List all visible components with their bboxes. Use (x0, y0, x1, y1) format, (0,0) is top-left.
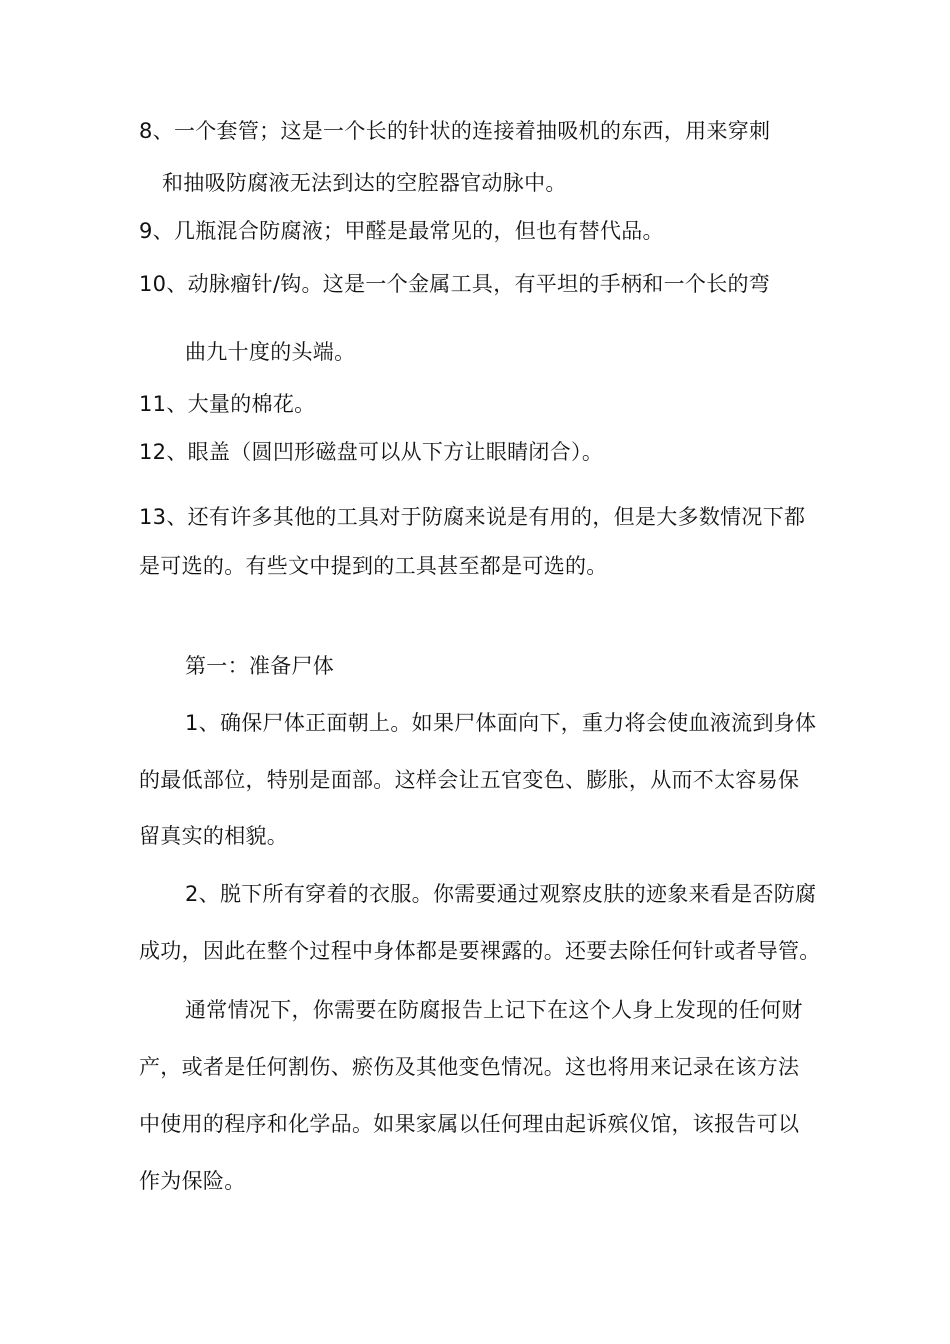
list-item-13-line-2: 是可选的。有些文中提到的工具甚至都是可选的。 (139, 554, 608, 578)
list-item-11: 11、大量的棉花。 (139, 392, 316, 416)
step-1-line-2: 的最低部位，特别是面部。这样会让五官变色、膨胀，从而不太容易保 (139, 768, 800, 792)
paragraph-line-2: 产，或者是任何割伤、瘀伤及其他变色情况。这也将用来记录在该方法 (139, 1055, 800, 1079)
step-1-line-3: 留真实的相貌。 (139, 824, 289, 848)
paragraph-line-1: 通常情况下，你需要在防腐报告上记下在这个人身上发现的任何财 (185, 998, 803, 1022)
paragraph-line-4: 作为保险。 (139, 1169, 246, 1193)
list-item-12: 12、眼盖（圆凹形磁盘可以从下方让眼睛闭合）。 (139, 440, 604, 464)
step-1-line-1: 1、确保尸体正面朝上。如果尸体面向下，重力将会使血液流到身体 (185, 711, 817, 735)
section-heading: 第一：准备尸体 (185, 654, 335, 678)
list-item-13-line-1: 13、还有许多其他的工具对于防腐来说是有用的，但是大多数情况下都 (139, 505, 806, 529)
step-2-line-2: 成功，因此在整个过程中身体都是要裸露的。还要去除任何针或者导管。 (139, 939, 821, 963)
step-2-line-1: 2、脱下所有穿着的衣服。你需要通过观察皮肤的迹象来看是否防腐 (185, 882, 817, 906)
list-item-10-line-1: 10、动脉瘤针/钩。这是一个金属工具，有平坦的手柄和一个长的弯 (139, 272, 771, 296)
paragraph-line-3: 中使用的程序和化学品。如果家属以任何理由起诉殡仪馆，该报告可以 (139, 1112, 800, 1136)
list-item-8-line-1: 8、一个套管；这是一个长的针状的连接着抽吸机的东西，用来穿刺 (139, 119, 771, 143)
list-item-10-line-2: 曲九十度的头端。 (185, 340, 356, 364)
list-item-9: 9、几瓶混合防腐液；甲醛是最常见的，但也有替代品。 (139, 219, 664, 243)
list-item-8-line-2: 和抽吸防腐液无法到达的空腔器官动脉中。 (162, 171, 567, 195)
